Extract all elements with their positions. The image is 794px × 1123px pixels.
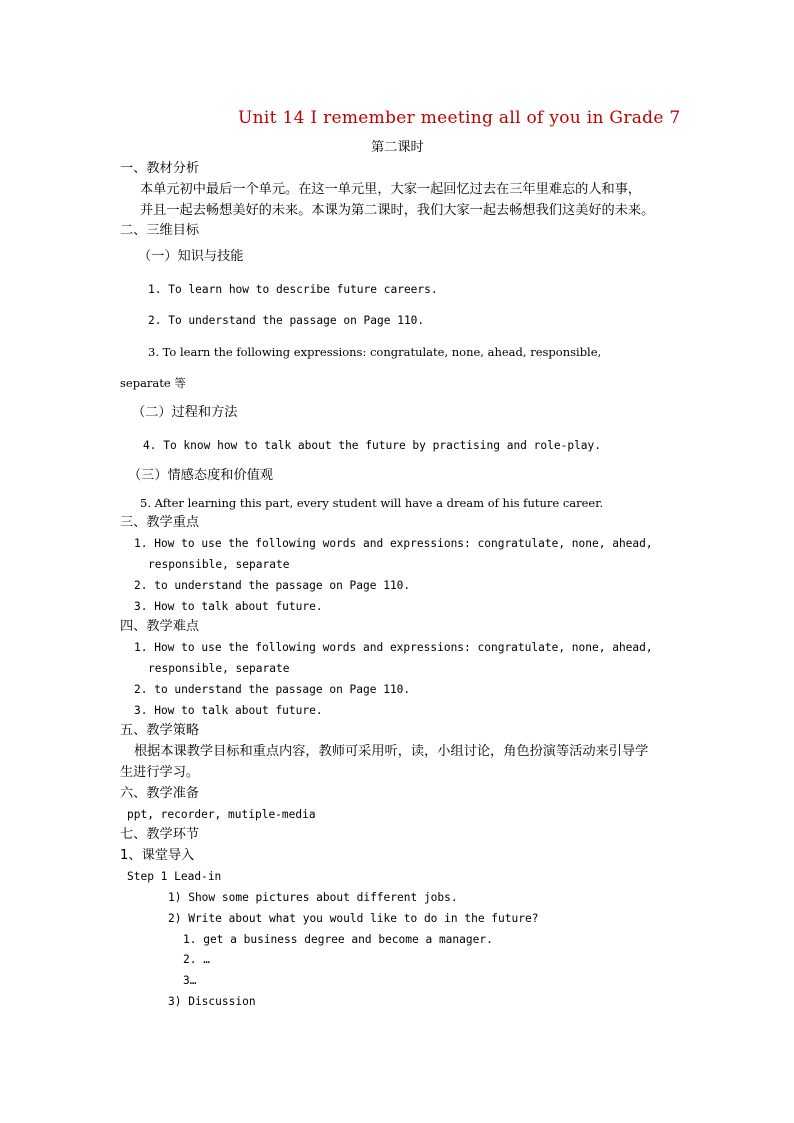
section-heading-3: 三、教学重点 (120, 515, 200, 530)
difficulty-item-1-line-2: responsible, separate (148, 662, 290, 675)
key-point-item-1-line-2: responsible, separate (148, 558, 290, 571)
strategy-paragraph-line-1: 根据本课教学目标和重点内容，教师可采用听，读，小组讨论，角色扮演等活动来引导学 (134, 744, 649, 759)
section-heading-1: 一、教材分析 (120, 161, 200, 176)
section-1-paragraph-line-1: 本单元初中最后一个单元。在这一单元里，大家一起回忆过去在三年里难忘的人和事， (140, 182, 642, 197)
difficulty-item-2: 2. to understand the passage on Page 110. (134, 683, 411, 696)
section-heading-4: 四、教学难点 (120, 619, 200, 634)
objective-item-2: 2. To understand the passage on Page 110. (148, 314, 425, 327)
key-point-item-3: 3. How to talk about future. (134, 600, 323, 613)
difficulty-item-3: 3. How to talk about future. (134, 704, 323, 717)
key-point-item-2: 2. to understand the passage on Page 110. (134, 579, 411, 592)
step-1-item-2: 2) Write about what you would like to do in the future? (168, 912, 539, 925)
objective-item-1: 1. To learn how to describe future careers. (148, 283, 438, 296)
section-heading-6: 六、教学准备 (120, 786, 200, 801)
preparation-list: ppt, recorder, mutiple-media (127, 808, 316, 821)
step-1-title: Step 1 Lead-in (127, 870, 222, 883)
subsection-lead-in: 1、课堂导入 (120, 848, 195, 863)
section-1-paragraph-line-2: 并且一起去畅想美好的未来。本课为第二课时，我们大家一起去畅想我们这美好的未来。 (140, 203, 655, 218)
strategy-paragraph-line-2: 生进行学习。 (120, 765, 200, 780)
section-heading-5: 五、教学策略 (120, 723, 200, 738)
section-heading-2: 二、三维目标 (120, 223, 200, 238)
subsection-knowledge-skills: （一）知识与技能 (138, 249, 244, 264)
objective-item-4: 4. To know how to talk about the future by practising and role-play. (143, 439, 602, 452)
objective-item-3-line-1: 3. To learn the following expressions: congratulate, none, ahead, responsible, (148, 345, 602, 359)
lesson-subtitle: 第二课时 (371, 140, 424, 155)
section-heading-7: 七、教学环节 (120, 827, 200, 842)
step-1-item-2-sub-3: 3… (183, 974, 197, 987)
step-1-item-2-sub-1: 1. get a business degree and become a manager. (183, 933, 493, 946)
document-title: Unit 14 I remember meeting all of you in Grade 7 (238, 108, 681, 128)
step-1-item-3: 3) Discussion (168, 995, 256, 1008)
step-1-item-2-sub-2: 2. … (183, 953, 210, 966)
difficulty-item-1-line-1: 1. How to use the following words and expressions: congratulate, none, ahead, (134, 641, 653, 654)
key-point-item-1-line-1: 1. How to use the following words and expressions: congratulate, none, ahead, (134, 537, 653, 550)
objective-item-3-line-2: separate 等 (120, 376, 186, 390)
subsection-process-methods: （二）过程和方法 (132, 405, 238, 420)
objective-item-5: 5. After learning this part, every student will have a dream of his future career. (140, 496, 604, 510)
step-1-item-1: 1) Show some pictures about different jobs. (168, 891, 458, 904)
subsection-attitudes-values: （三）情感态度和价值观 (128, 468, 274, 483)
